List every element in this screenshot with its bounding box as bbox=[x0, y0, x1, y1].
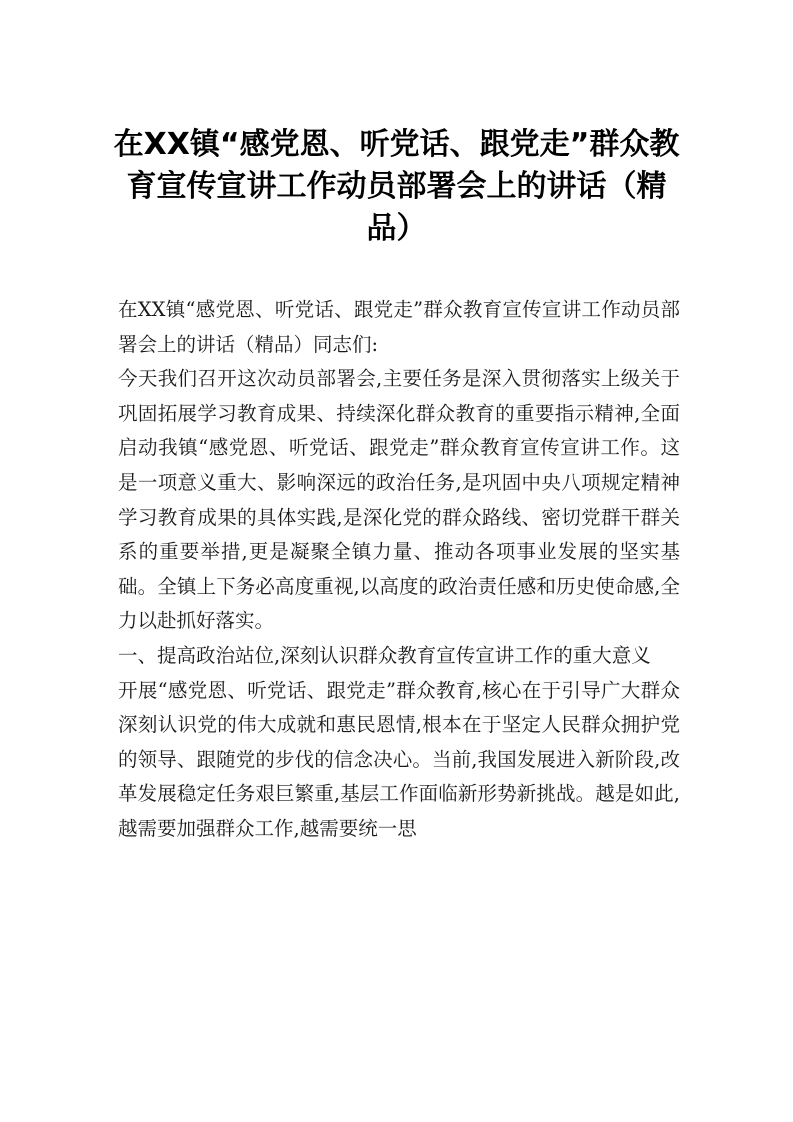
document-body bbox=[118, 293, 680, 847]
document-title: 在XX镇“感党恩、听党话、跟党走”群众教育宣传宣讲工作动员部署会上的讲话（精品） bbox=[113, 127, 680, 246]
paragraph-salutation: 在XX镇“感党恩、听党话、跟党走”群众教育宣传宣讲工作动员部署会上的讲话（精品）同志们: bbox=[118, 298, 680, 356]
paragraph-section-1: 开展“感党恩、听党话、跟党走”群众教育,核心在于引导广大群众深刻认识党的伟大成就和惠民恩情,根本在于坚定人民群众拥护党的领导、跟随党的步伐的信念决心。当前,我国发展进入新阶段,改革发展稳定任务艰巨繁重,基层工作面临新形势新挑战。越是如此,越需要加强群众工作,越需要统一思 bbox=[118, 678, 680, 840]
section-heading-1: 一、提高政治站位,深刻认识群众教育宣传宣讲工作的重大意义 bbox=[118, 643, 651, 667]
paragraph-introduction: 今天我们召开这次动员部署会,主要任务是深入贯彻落实上级关于巩固拓展学习教育成果、持续深化群众教育的重要指示精神,全面启动我镇“感党恩、听党话、跟党走”群众教育宣传宣讲工作。这是一项意义重大、影响深远的政治任务,是巩固中央八项规定精神学习教育成果的具体实践,是深化党的群众路线、密切党群干群关系的重要举措,更是凝聚全镇力量、推动各项事业发展的坚实基础。全镇上下务必高度重视,以高度的政治责任感和历史使命感,全力以赴抓好落实。 bbox=[118, 367, 680, 633]
